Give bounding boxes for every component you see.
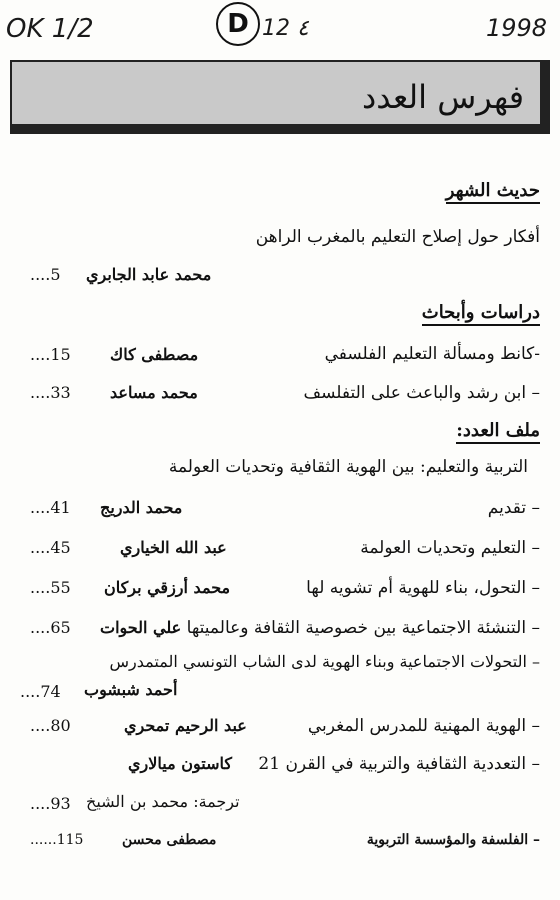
toc-author: عبد الله الخياري [120, 538, 227, 557]
toc-title: – الهوية المهنية للمدرس المغربي [307, 716, 540, 736]
toc-author: محمد أرزقي بركان [104, 578, 231, 597]
toc-title: – التعددية الثقافية والتربية في القرن 21 [258, 754, 540, 774]
section-heading: حديث الشهر [446, 180, 540, 204]
toc-title: – التنشئة الاجتماعية بين خصوصية الثقافة وعالميتها [186, 618, 540, 638]
toc-author: مصطفى محسن [122, 832, 217, 848]
toc-title: – التحولات الاجتماعية وبناء الهوية لدى الشاب التونسي المتمدرس [109, 652, 540, 671]
toc-author: محمد مساعد [110, 383, 198, 402]
toc-author: محمد عابد الجابري [86, 265, 212, 284]
section-heading: ملف العدد: [456, 420, 540, 444]
handwritten-note: OK 1/2 [6, 14, 94, 44]
stamp-letter: D [227, 9, 249, 39]
toc-page: ....45 [30, 538, 71, 557]
toc-author: كاستون ميالاري [128, 754, 232, 773]
toc-title: أفكار حول إصلاح التعليم بالمغرب الراهن [255, 227, 540, 247]
toc-page: ....5 [30, 265, 61, 284]
toc-author: علي الحوات [100, 618, 182, 637]
toc-page: ....15 [30, 345, 71, 364]
toc-title: – التعليم وتحديات العولمة [360, 538, 540, 558]
page-title: فهرس العدد [361, 78, 524, 116]
handwritten-mark: 12 ٤ [262, 16, 309, 41]
toc-subtitle: التربية والتعليم: بين الهوية الثقافية وتحديات العولمة [168, 457, 528, 477]
toc-author: أحمد شبشوب [84, 680, 178, 699]
stamp [216, 2, 260, 46]
toc-page: ....93 [30, 794, 71, 813]
handwritten-year: 1998 [486, 14, 548, 42]
toc-page: ....55 [30, 578, 71, 597]
toc-title: – التحول، بناء للهوية أم تشويه لها [306, 578, 540, 598]
toc-page: ....74 [20, 682, 61, 701]
toc-page: ....65 [30, 618, 71, 637]
toc-title: – تقديم [487, 498, 540, 518]
toc-translator: ترجمة: محمد بن الشيخ [86, 792, 240, 811]
toc-page: ....80 [30, 716, 71, 735]
toc-title: – الفلسفة والمؤسسة التربوية [366, 832, 540, 848]
toc-page: ......115 [30, 832, 84, 848]
title-box [10, 60, 550, 134]
toc-page: ....33 [30, 383, 71, 402]
toc-author: محمد الدريج [100, 498, 183, 517]
toc-author: مصطفى كاك [110, 345, 199, 364]
toc-title: -كانط ومسألة التعليم الفلسفي [324, 344, 540, 364]
toc-page: ....41 [30, 498, 71, 517]
toc-title: – ابن رشد والباعث على التفلسف [303, 383, 540, 403]
section-heading: دراسات وأبحاث [422, 302, 540, 326]
toc-author: عبد الرحيم تمحري [124, 716, 247, 735]
